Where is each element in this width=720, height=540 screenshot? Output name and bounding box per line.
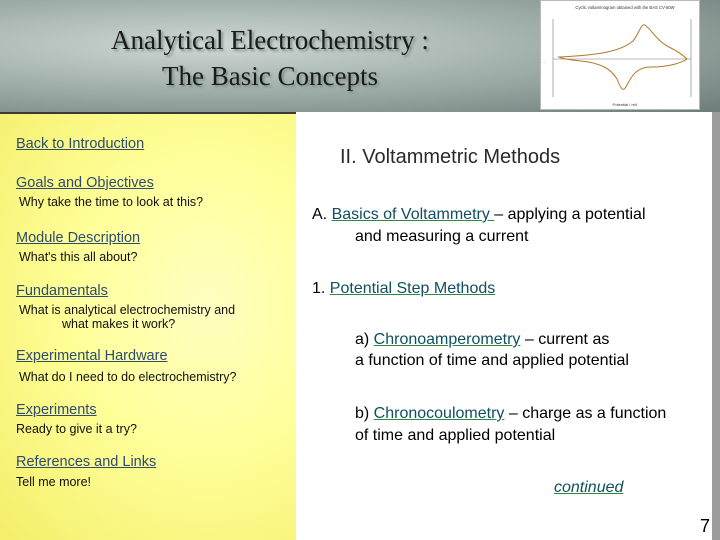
point-a-line-1 (312, 206, 646, 224)
right-edge-border (712, 112, 720, 540)
sidebar-desc-fundamentals-1: What is analytical electrochemistry and (19, 303, 236, 317)
sidebar-link-experimental-hardware[interactable]: Experimental Hardware (16, 348, 168, 364)
potential-step-methods-link[interactable]: Potential Step Methods (329, 280, 496, 297)
sidebar-link-fundamentals[interactable]: Fundamentals (16, 283, 108, 299)
page-number: 7 (700, 516, 711, 536)
sidebar-desc-references: Tell me more! (16, 475, 92, 489)
sidebar-desc-module-description: What's this all about? (19, 250, 138, 264)
point-1-line (312, 280, 495, 298)
sidebar-link-module-description[interactable]: Module Description (16, 230, 141, 246)
page-title (60, 22, 480, 94)
point-a-text-1: – applying a potential (494, 206, 646, 223)
basics-of-voltammetry-link[interactable]: Basics of Voltammetry (331, 206, 495, 223)
point-1-prefix: 1. (312, 280, 330, 297)
continued-line (554, 479, 623, 497)
section-title: II. Voltammetric Methods (340, 146, 561, 168)
thumbnail-x-label: Potential / mV (612, 102, 638, 107)
continued-link[interactable]: continued (554, 479, 624, 496)
sidebar-link-experiments[interactable]: Experiments (16, 402, 97, 418)
chronocoulometry-link[interactable]: Chronocoulometry (373, 405, 505, 422)
sidebar-link-goals[interactable]: Goals and Objectives (16, 175, 154, 191)
svg-text:—: — (543, 60, 546, 64)
sidebar-desc-goals: Why take the time to look at this? (19, 195, 204, 209)
sub-b-prefix: b) (355, 405, 374, 422)
title-line-1: Analytical Electrochemistry : (111, 25, 429, 55)
sub-a-prefix: a) (355, 331, 374, 348)
cyclic-voltammogram-graphic (541, 1, 701, 111)
back-to-introduction-link[interactable]: Back to Introduction (16, 136, 145, 152)
sidebar-desc-fundamentals-2: what makes it work? (62, 317, 176, 331)
point-a-line-2: and measuring a current (355, 228, 529, 245)
sub-b-line-1 (355, 405, 666, 423)
sidebar-link-references[interactable]: References and Links (16, 454, 157, 470)
chronoamperometry-link[interactable]: Chronoamperometry (373, 331, 521, 348)
sub-a-text-1: – current as (520, 331, 610, 348)
sub-b-text-1: – charge as a function (504, 405, 667, 422)
main-content (296, 112, 720, 540)
sub-a-line-2: a function of time and applied potential (355, 352, 629, 369)
thumbnail-chart-title: Cyclic voltammogram obtained with the BAS CV-50W (575, 5, 675, 10)
sidebar-desc-experiments: Ready to give it a try? (16, 422, 137, 436)
sub-a-line-1 (355, 331, 609, 349)
sub-b-line-2: of time and applied potential (355, 427, 556, 444)
cyclic-voltammogram-image (540, 0, 700, 110)
sidebar-desc-experimental-hardware: What do I need to do electrochemistry? (19, 370, 237, 384)
title-line-2: The Basic Concepts (162, 61, 378, 91)
sidebar (0, 112, 296, 540)
point-a-prefix: A. (312, 206, 332, 223)
header-banner (0, 0, 720, 112)
